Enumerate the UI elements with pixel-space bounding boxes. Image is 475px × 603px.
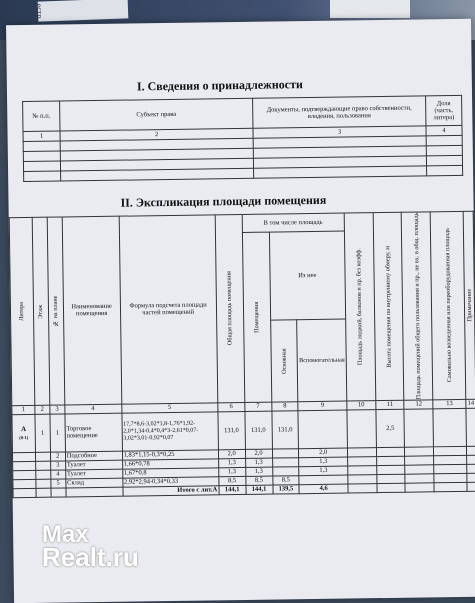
row-rooms: 8,5 xyxy=(245,476,272,485)
row-litera: А xyxy=(20,425,27,434)
hdr-note: Примечание xyxy=(465,288,474,322)
hdr-total: Общая площадь помещения xyxy=(225,271,234,346)
document-page xyxy=(6,19,475,603)
table-row xyxy=(12,408,475,452)
row-num: 3 xyxy=(50,461,65,470)
num-cell: 7 xyxy=(244,402,271,411)
watermark-line2: Realt.ru xyxy=(42,542,139,572)
watermark-line1: Max xyxy=(42,521,89,548)
num-cell: 2 xyxy=(35,405,50,414)
hdr-floor: Этаж xyxy=(37,304,45,319)
num-cell: 5 xyxy=(121,403,217,413)
col-subject: Субъект права xyxy=(60,98,253,131)
total-main: 139,5 xyxy=(272,485,299,494)
num-cell: 4 xyxy=(426,125,462,136)
row-floor: 1 xyxy=(35,414,50,452)
num-cell: 1 xyxy=(12,405,35,414)
row-main xyxy=(272,458,299,467)
row-num: 5 xyxy=(51,479,66,488)
explication-table xyxy=(9,211,475,498)
row-formula: 1,67*0,8 xyxy=(122,468,218,478)
row-rooms: 131,0 xyxy=(245,411,272,449)
row-rooms: 1,3 xyxy=(245,467,272,476)
row-aux: 1,3 xyxy=(299,466,348,476)
row-main xyxy=(272,467,299,476)
num-cell: 12 xyxy=(404,400,433,409)
row-name: Туалет xyxy=(65,469,122,479)
row-rooms: 1,3 xyxy=(245,458,272,467)
total-total: 144,1 xyxy=(219,485,246,494)
num-cell: 2 xyxy=(60,128,253,141)
num-cell: 14 xyxy=(467,400,475,408)
num-cell: 9 xyxy=(298,401,347,411)
section1-title: I. Сведения о принадлежности xyxy=(136,77,303,94)
tab-label: естр xyxy=(34,3,45,19)
hdr-litera: Литера xyxy=(18,302,26,321)
num-cell: 3 xyxy=(50,405,65,414)
hdr-common: Площадь помещений общего пользования и пр., не вх. в общ. площадь xyxy=(412,212,423,400)
row-total: 2,0 xyxy=(218,449,245,458)
num-cell: 3 xyxy=(253,126,426,138)
hdr-formula: Формула подсчета площади частей помещений xyxy=(119,215,218,404)
num-cell: 11 xyxy=(375,400,404,409)
hdr-aux: Вспомогательная xyxy=(297,319,347,402)
row-main: 8,5 xyxy=(272,476,299,485)
row-litera-sub: (0-1) xyxy=(19,435,29,441)
num-cell: 4 xyxy=(65,404,122,414)
paper-tab xyxy=(34,0,129,22)
col-documents: Документы, подтверждающие право собственности, владения, пользования xyxy=(253,96,426,128)
hdr-rooms: Помещения xyxy=(252,301,261,333)
row-num: 2 xyxy=(50,452,65,461)
row-name: Склад xyxy=(66,478,123,488)
total-aux: 4,6 xyxy=(299,484,348,494)
hdr-num: № на плане xyxy=(52,295,60,327)
row-height: 2,5 xyxy=(376,409,405,447)
hdr-loggia: Площадь лоджий, балконов и пр. без коэфф. xyxy=(355,248,365,366)
row-formula: 1,83*1,15-0,3*0,25 xyxy=(122,450,218,460)
hdr-of-them: Из нее xyxy=(269,231,346,320)
hdr-name: Наименование помещения xyxy=(62,216,121,405)
num-cell: 8 xyxy=(271,402,298,411)
row-formula: 2,92*2,94-0,34*0,33 xyxy=(122,477,218,487)
num-cell: 6 xyxy=(218,402,245,411)
hdr-main: Основная xyxy=(280,348,288,374)
row-main xyxy=(272,449,299,458)
watermark-logo xyxy=(42,521,139,572)
num-cell: 10 xyxy=(347,401,376,410)
row-aux xyxy=(298,410,347,449)
row-aux: 2,0 xyxy=(299,448,348,458)
row-aux: 1,3 xyxy=(299,457,348,467)
num-cell: 13 xyxy=(433,399,466,408)
col-share: Доля (часть, литера) xyxy=(426,95,462,125)
hdr-height: Высота помещения по внутреннему обмеру, м xyxy=(384,245,393,368)
row-num: 4 xyxy=(51,470,66,479)
hdr-self: Самовольно возведенная или переоборудованная площадь xyxy=(443,228,453,383)
row-name: Подсобное xyxy=(65,451,122,461)
row-rooms: 2,0 xyxy=(245,449,272,458)
total-label: Итого с лит.А xyxy=(123,486,219,496)
section2-title: II. Экспликация площади помещения xyxy=(120,192,327,210)
col-number: № п.п. xyxy=(23,101,60,132)
row-formula: 1,66*0,78 xyxy=(122,459,218,469)
row-formula: 17,7*8,6-3,02*1,8-1,76*1,92-2,0*1,34-0,4*0,4*3-2,61*0,07-3,02*3,01-0,92*0,07 xyxy=(121,412,218,451)
total-rooms: 144,1 xyxy=(246,485,273,494)
hdr-incl: В том числе площадь xyxy=(242,213,345,232)
row-total: 1,3 xyxy=(218,467,245,476)
row-num: 1 xyxy=(50,414,65,452)
row-name: Туалет xyxy=(65,460,122,470)
row-total: 1,3 xyxy=(218,458,245,467)
row-total: 8,5 xyxy=(219,476,246,485)
paper-edge xyxy=(330,0,410,18)
ownership-table xyxy=(22,95,463,182)
row-main: 131,0 xyxy=(271,411,298,449)
num-cell: 1 xyxy=(23,131,60,142)
row-total: 131,0 xyxy=(218,411,245,449)
row-name: Торговое помещение xyxy=(65,413,122,452)
